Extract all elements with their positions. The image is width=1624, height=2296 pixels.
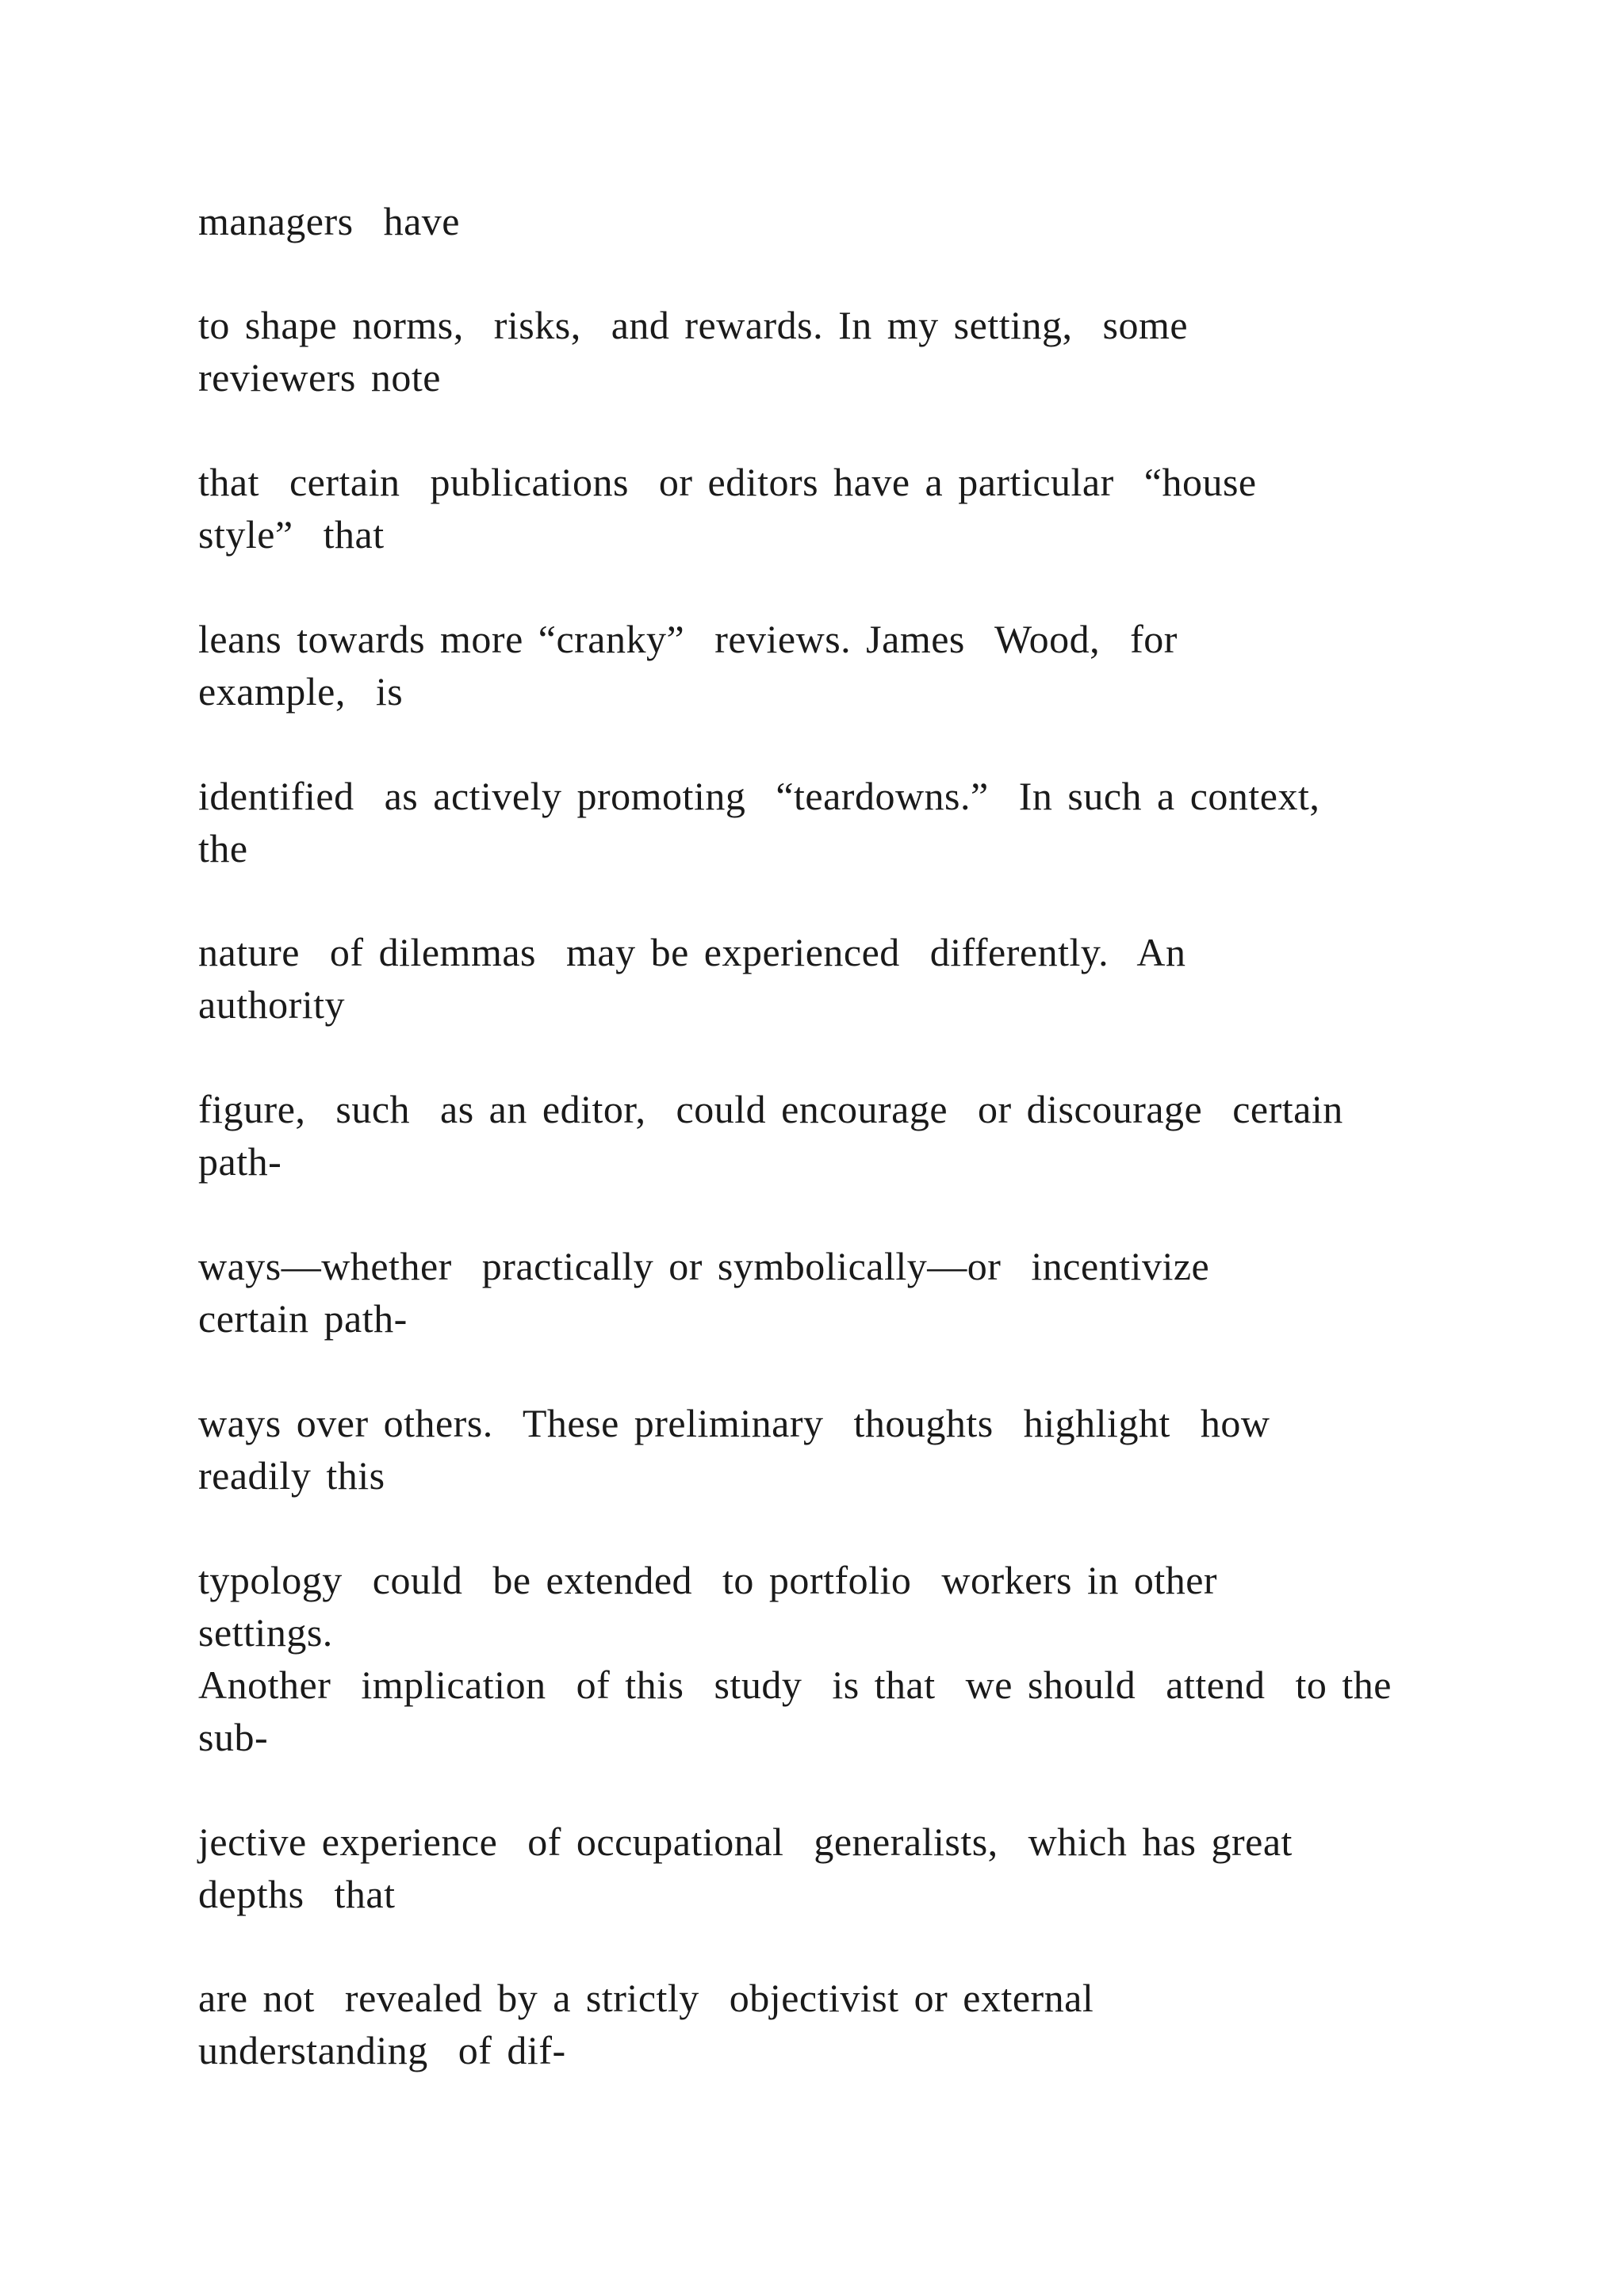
text-line: example, is [198, 669, 404, 714]
text-line: leans towards more “cranky” reviews. James Wood, for [198, 617, 1178, 661]
text-line: path- [198, 1139, 282, 1184]
text-line: depths that [198, 1872, 396, 1916]
text-line: figure, such as an editor, could encourage or discourage certain [198, 1087, 1343, 1131]
text-line: that certain publications or editors have a particular “house [198, 460, 1257, 504]
text-line: understanding of dif- [198, 2028, 566, 2072]
text-line: ways over others. These preliminary thoughts highlight how [198, 1401, 1270, 1445]
text-line: nature of dilemmas may be experienced differently. An [198, 930, 1186, 974]
text-line: certain path- [198, 1296, 408, 1341]
text-line: authority [198, 982, 346, 1027]
text-line: ways—whether practically or symbolically—or incentivize [198, 1244, 1210, 1288]
text-line: Another implication of this study is that we should attend to the [198, 1663, 1392, 1707]
text-line: style” that [198, 512, 385, 557]
text-line: sub- [198, 1715, 269, 1759]
text-line: typology could be extended to portfolio workers in other [198, 1558, 1218, 1602]
text-line: to shape norms, risks, and rewards. In my setting, some [198, 303, 1189, 347]
text-line: readily this [198, 1453, 385, 1498]
text-line: settings. [198, 1610, 333, 1655]
text-line: jective experience of occupational generalists, which has great [198, 1820, 1293, 1864]
text-line: managers have [198, 199, 460, 243]
text-line: the [198, 826, 248, 871]
text-line: are not revealed by a strictly objectivist or external [198, 1976, 1094, 2020]
text-line: identified as actively promoting “teardowns.” In such a context, [198, 774, 1320, 818]
text-line: reviewers note [198, 355, 441, 400]
